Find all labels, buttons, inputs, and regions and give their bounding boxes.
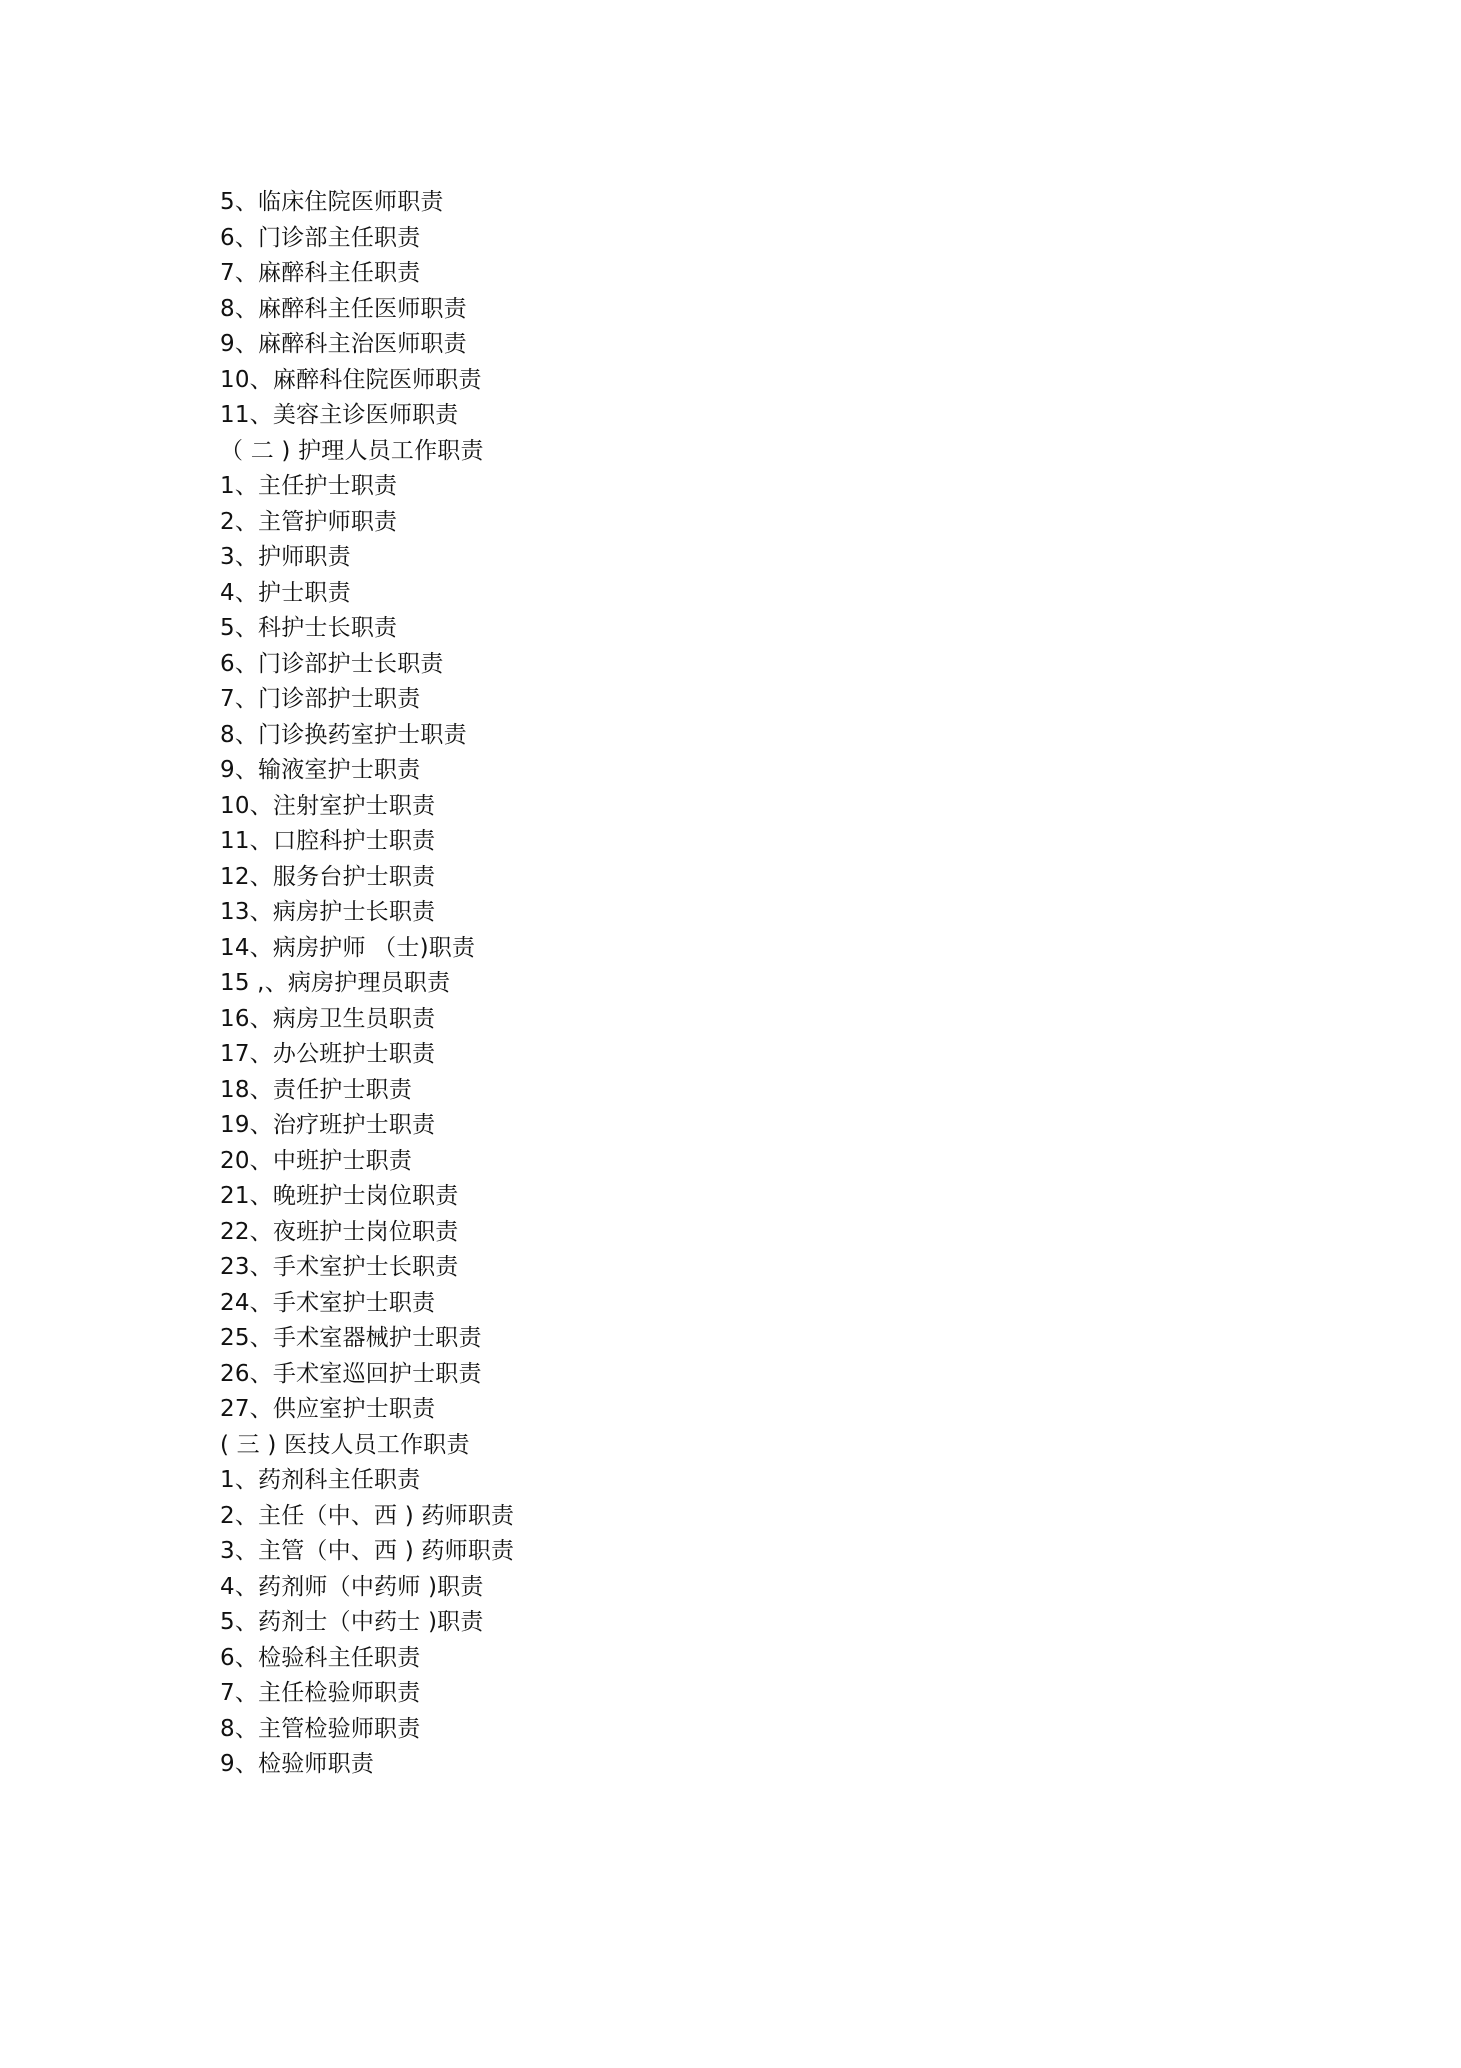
list-item: 10、麻醉科住院医师职责	[220, 366, 482, 393]
list-item: 2、主任（中、西 ) 药师职责	[220, 1502, 515, 1529]
list-item: 25、手术室器械护士职责	[220, 1325, 482, 1351]
list-item: 7、门诊部护士职责	[220, 686, 421, 712]
list-item: 7、主任检验师职责	[220, 1680, 421, 1706]
list-item: 14、病房护师 （士)职责	[220, 934, 476, 961]
list-item: 20、中班护士职责	[220, 1147, 413, 1174]
list-item: 27、供应室护士职责	[220, 1396, 436, 1422]
list-item: 19、治疗班护士职责	[220, 1112, 436, 1138]
list-item: 26、手术室巡回护士职责	[220, 1360, 482, 1387]
list-item: 15 ,、病房护理员职责	[220, 970, 451, 996]
list-item: 13、病房护士长职责	[220, 899, 436, 925]
list-item: 24、手术室护士职责	[220, 1289, 436, 1316]
list-item: 10、注射室护士职责	[220, 792, 436, 819]
list-item: 17、办公班护士职责	[220, 1041, 436, 1067]
list-item: 12、服务台护士职责	[220, 863, 436, 890]
list-item: 11、口腔科护士职责	[220, 828, 436, 854]
list-item: 9、检验师职责	[220, 1751, 375, 1777]
list-item: 4、护士职责	[220, 579, 351, 606]
list-item: ( 三 ) 医技人员工作职责	[220, 1431, 470, 1458]
list-item: 9、麻醉科主治医师职责	[220, 331, 467, 357]
list-item: 8、麻醉科主任医师职责	[220, 295, 467, 322]
list-item: 5、药剂士（中药士 )职责	[220, 1609, 484, 1635]
list-item: 4、药剂师（中药师 )职责	[220, 1573, 484, 1600]
list-item: 3、主管（中、西 ) 药师职责	[220, 1538, 515, 1564]
duty-list	[220, 185, 514, 1783]
list-item: 8、主管检验师职责	[220, 1715, 421, 1742]
list-item: 3、护师职责	[220, 544, 351, 570]
list-item: 6、检验科主任职责	[220, 1644, 421, 1671]
list-item: 8、门诊换药室护士职责	[220, 721, 467, 748]
list-item: 2、主管护师职责	[220, 508, 398, 535]
list-item: 7、麻醉科主任职责	[220, 260, 421, 286]
list-item: 18、责任护士职责	[220, 1076, 413, 1103]
list-item: 1、药剂科主任职责	[220, 1467, 421, 1493]
list-item: 1、主任护士职责	[220, 473, 398, 499]
list-item: 23、手术室护士长职责	[220, 1254, 459, 1280]
list-item: 5、临床住院医师职责	[220, 189, 444, 215]
list-item: 6、门诊部护士长职责	[220, 650, 444, 677]
list-item: 6、门诊部主任职责	[220, 224, 421, 251]
list-item: 16、病房卫生员职责	[220, 1005, 436, 1032]
list-item: 11、美容主诊医师职责	[220, 402, 459, 428]
list-item: 21、晚班护士岗位职责	[220, 1183, 459, 1209]
list-item: 9、输液室护士职责	[220, 757, 421, 783]
list-item: （ 二 ) 护理人员工作职责	[220, 437, 484, 464]
list-item: 22、夜班护士岗位职责	[220, 1218, 459, 1245]
list-item: 5、科护士长职责	[220, 615, 398, 641]
